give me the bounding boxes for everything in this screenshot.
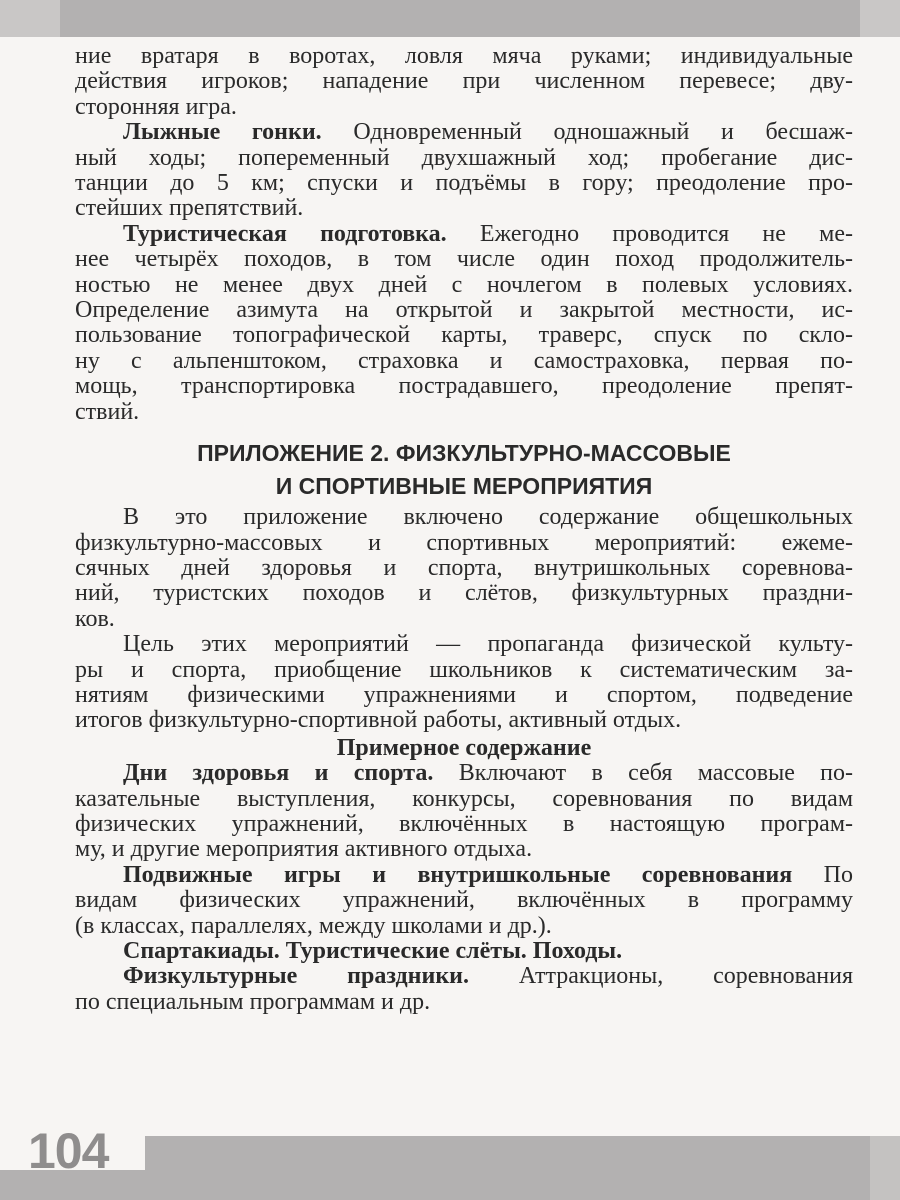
line-text: ний, туристских походов и слётов, физкультурных праздни-	[75, 580, 853, 607]
paragraph	[75, 761, 853, 863]
line-text: ный ходы; попеременный двухшажный ход; пробегание дис-	[75, 144, 853, 171]
text-line	[75, 683, 853, 708]
paragraph	[75, 505, 853, 632]
text-line	[75, 400, 853, 425]
text-line	[75, 964, 853, 989]
line-text: (в классах, параллелях, между школами и др.).	[75, 912, 552, 939]
line-text: Определение азимута на открытой и закрытой местности, ис-	[75, 297, 853, 324]
line-text: мощь, транспортировка пострадавшего, преодоление препят-	[75, 373, 853, 400]
line-text: пользование топографической карты, траверс, спуск по скло-	[75, 322, 853, 349]
line-text: танции до 5 км; спуски и подъёмы в гору; преодоление про-	[75, 170, 853, 197]
heading-line: И СПОРТИВНЫЕ МЕРОПРИЯТИЯ	[275, 473, 653, 500]
line-text: физкультурно-массовых и спортивных мероприятий: ежеме-	[75, 529, 853, 556]
text-line	[75, 632, 853, 657]
text-line	[75, 658, 853, 683]
line-text: сячных дней здоровья и спорта, внутришкольных соревнова-	[75, 554, 853, 581]
line-text: ностью не менее двух дней с ночлегом в полевых условиях.	[75, 271, 853, 298]
text-line	[75, 323, 853, 348]
text-line	[75, 120, 853, 145]
text-line	[75, 44, 853, 69]
line-text: му, и другие мероприятия активного отдыха.	[75, 836, 533, 863]
line-text: стейших препятствий.	[75, 195, 304, 222]
text-line	[75, 273, 853, 298]
line-text: ков.	[75, 605, 115, 632]
text-line	[75, 581, 853, 606]
line-text: действия игроков; нападение при численном перевесе; дву-	[75, 68, 853, 95]
paragraph	[75, 120, 853, 222]
paragraph-lead: Туристическая подготовка.	[123, 220, 447, 247]
paragraph	[75, 863, 853, 939]
line-text: видам физических упражнений, включённых в программу	[75, 887, 853, 914]
text-line	[75, 812, 853, 837]
line-text: Одновременный одношажный и бесшаж-	[353, 119, 854, 146]
line-text: Аттракционы, соревнования	[518, 963, 854, 990]
top-header-bar	[60, 0, 860, 37]
heading-line: Примерное содержание	[336, 734, 592, 761]
line-text: В это приложение включено содержание общешкольных	[123, 504, 853, 531]
page-number: 104	[28, 1123, 109, 1179]
line-text: По	[823, 861, 853, 888]
paragraph	[75, 632, 853, 734]
paragraph	[75, 964, 853, 1015]
heading-line: ПРИЛОЖЕНИЕ 2. ФИЗКУЛЬТУРНО-МАССОВЫЕ	[197, 440, 731, 467]
line-text: Включают в себя массовые по-	[458, 760, 854, 787]
line-text: нее четырёх походов, в том числе один поход продолжитель-	[75, 246, 853, 273]
text-line	[75, 531, 853, 556]
text-line	[75, 556, 853, 581]
line-text: ну с альпенштоком, страховка и самостраховка, первая по-	[75, 347, 853, 374]
line-text: ры и спорта, приобщение школьников к систематическим за-	[75, 656, 853, 683]
text-line	[75, 914, 853, 939]
line-text: нятиям физическими упражнениями и спортом, подведение	[75, 681, 853, 708]
text-line	[75, 222, 853, 247]
paragraph	[75, 44, 853, 120]
text-line	[75, 837, 853, 862]
line-text: сторонняя игра.	[75, 93, 237, 120]
paragraph-lead: Лыжные гонки.	[123, 119, 322, 146]
text-line	[75, 69, 853, 94]
text-line	[75, 888, 853, 913]
line-text: казательные выступления, конкурсы, соревнования по видам	[75, 785, 853, 812]
line-text: Ежегодно проводится не ме-	[479, 220, 854, 247]
paragraph	[75, 222, 853, 425]
section-heading	[75, 437, 853, 503]
line-text: Цель этих мероприятий — пропаганда физической культу-	[123, 631, 853, 658]
line-text: итогов физкультурно-спортивной работы, активный отдых.	[75, 707, 682, 734]
text-line	[75, 374, 853, 399]
text-line	[75, 708, 853, 733]
text-line	[75, 298, 853, 323]
paragraph-lead: Дни здоровья и спорта.	[123, 760, 434, 787]
line-text: физических упражнений, включённых в настоящую програм-	[75, 810, 853, 837]
text-line	[75, 349, 853, 374]
paragraph-lead: Спартакиады. Туристические слёты. Походы.	[123, 938, 623, 964]
text-line	[75, 146, 853, 171]
text-line	[75, 990, 853, 1015]
text-line	[75, 196, 853, 221]
text-line	[75, 939, 853, 964]
text-line	[75, 95, 853, 120]
text-line	[75, 505, 853, 530]
subsection-heading	[75, 736, 853, 761]
text-line	[75, 247, 853, 272]
line-text: по специальным программам и др.	[75, 988, 431, 1015]
page-body	[75, 44, 853, 1015]
text-line	[75, 607, 853, 632]
line-text: ние вратаря в воротах, ловля мяча руками; индивидуальные	[75, 43, 853, 69]
line-text: ствий.	[75, 398, 140, 425]
text-line	[75, 863, 853, 888]
text-line	[75, 761, 853, 786]
text-line	[75, 171, 853, 196]
paragraph	[75, 939, 853, 964]
footer-edge	[870, 1136, 900, 1200]
paragraph-lead: Физкультурные праздники.	[123, 963, 469, 990]
paragraph-lead: Подвижные игры и внутришкольные соревнования	[123, 861, 793, 888]
text-line	[75, 787, 853, 812]
